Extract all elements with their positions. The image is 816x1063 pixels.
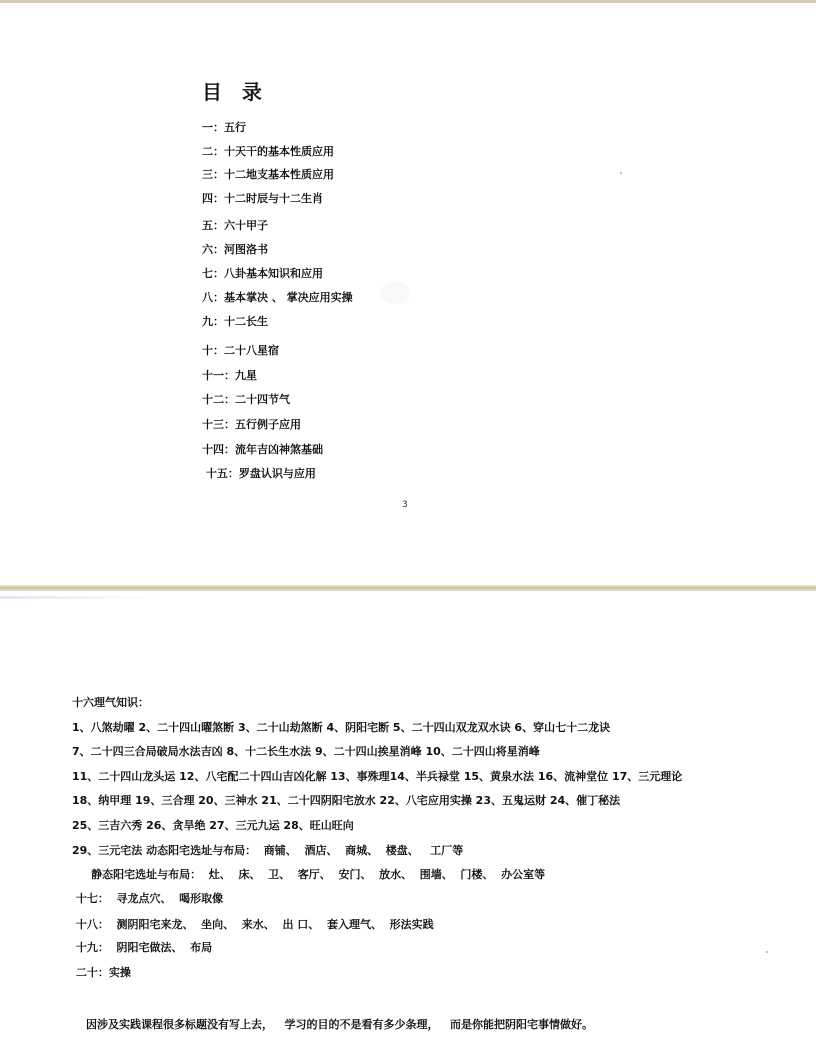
toc-item: 十五：罗盘认识与应用 xyxy=(202,467,316,480)
content-line: 二十：实操 xyxy=(72,966,131,979)
toc-item: 九：十二长生 xyxy=(202,315,268,328)
toc-item: 二：十天干的基本性质应用 xyxy=(202,145,334,158)
toc-item: 三：十二地支基本性质应用 xyxy=(202,168,334,181)
content-line: 静态阳宅选址与布局： 灶、 床、 卫、 客厅、 安门、 放水、 围墙、 门楼、 办公室等 xyxy=(72,868,546,881)
toc-item: 十：二十八星宿 xyxy=(202,344,279,357)
toc-title: 目 录 xyxy=(202,80,264,104)
toc-item: 六：河图洛书 xyxy=(202,243,268,256)
toc-item: 十三：五行例子应用 xyxy=(202,418,301,431)
scan-smudge xyxy=(380,282,410,304)
content-line: 十八： 测阴阳宅来龙、 坐向、 来水、 出 口、 套入理气、 形法实践 xyxy=(72,918,434,931)
page-number: 3 xyxy=(402,500,408,510)
content-line: 十七： 寻龙点穴、 喝形取像 xyxy=(72,892,224,905)
toc-item: 十四：流年吉凶神煞基础 xyxy=(202,443,323,456)
toc-item: 七：八卦基本知识和应用 xyxy=(202,267,323,280)
scan-speck xyxy=(620,172,622,174)
content-line: 1、八煞劫曜 2、二十四山曜煞断 3、二十山劫煞断 4、阴阳宅断 5、二十四山双龙双水诀 6、穿山七十二龙诀 xyxy=(72,721,611,734)
section-heading: 十六理气知识： xyxy=(72,696,149,709)
content-line: 25、三吉六秀 26、贪旱绝 27、三元九运 28、旺山旺向 xyxy=(72,819,354,832)
content-line: 11、二十四山龙头运 12、八宅配二十四山吉凶化解 13、事殊理14、半兵禄堂 15、黄泉水法 16、流神堂位 17、三元理论 xyxy=(72,770,683,783)
toc-item: 十二：二十四节气 xyxy=(202,393,290,406)
scan-speck xyxy=(766,951,768,953)
content-line: 7、二十四三合局破局水法吉凶 8、十二长生水法 9、二十四山挨星消峰 10、二十四山将星消峰 xyxy=(72,745,540,758)
toc-item: 四：十二时辰与十二生肖 xyxy=(202,192,323,205)
toc-item: 十一：九星 xyxy=(202,369,257,382)
toc-item: 八：基本掌决 、 掌决应用实操 xyxy=(202,291,353,304)
content-line: 18、纳甲理 19、三合理 20、三神水 21、二十四阴阳宅放水 22、八宅应用实操 23、五鬼运财 24、催丁秘法 xyxy=(72,794,621,807)
footer-note: 因涉及实践课程很多标题没有写上去， 学习的目的不是看有多少条理， 而是你能把阴阳宅事情做好。 xyxy=(86,1018,593,1031)
toc-item: 一：五行 xyxy=(202,121,246,134)
content-line: 29、三元宅法 动态阳宅选址与布局： 商铺、 酒店、 商城、 楼盘、 工厂等 xyxy=(72,844,464,857)
content-line: 十九： 阴阳宅做法、 布局 xyxy=(72,941,213,954)
content-page xyxy=(0,591,816,1063)
toc-item: 五：六十甲子 xyxy=(202,219,268,232)
